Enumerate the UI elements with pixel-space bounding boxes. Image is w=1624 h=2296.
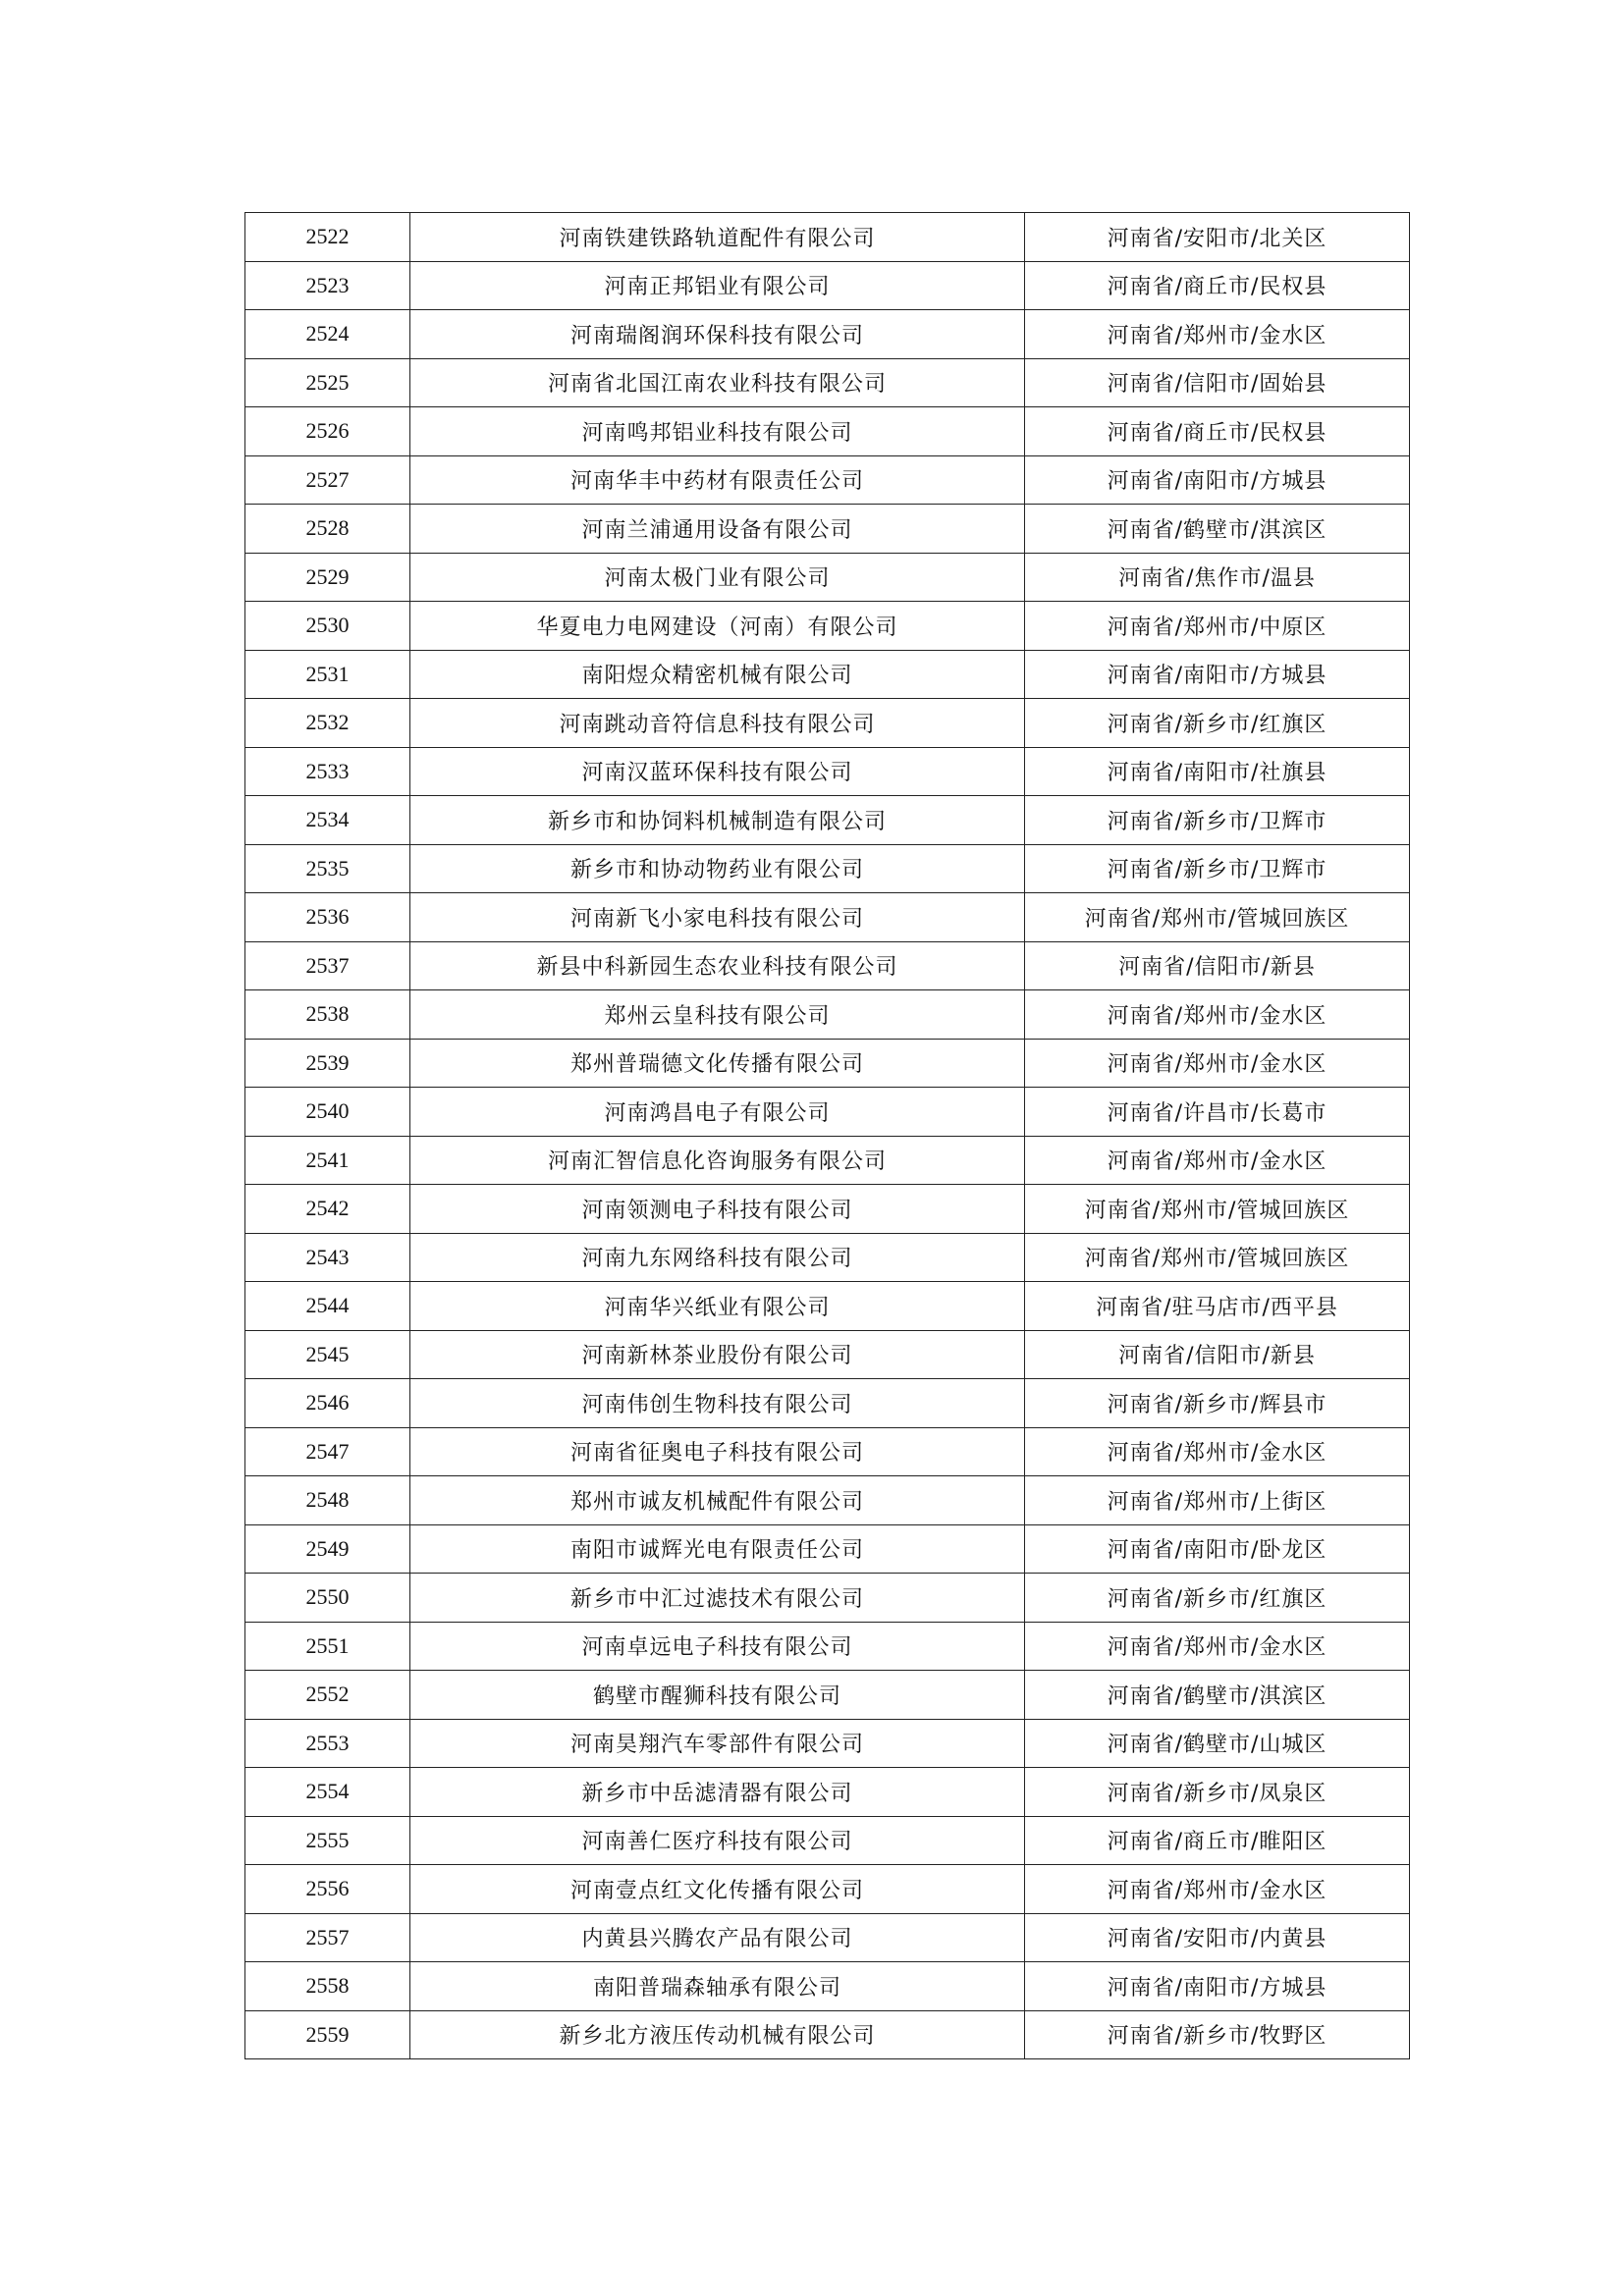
row-number-cell: 2543 [245,1233,410,1282]
company-list-table [244,212,1410,2059]
table-row [245,844,1410,893]
company-name-cell: 河南太极门业有限公司 [410,553,1025,602]
region-cell: 河南省/南阳市/卧龙区 [1025,1524,1410,1574]
table-row [245,990,1410,1040]
company-name-cell: 新乡市中汇过滤技术有限公司 [410,1574,1025,1623]
row-number-cell: 2539 [245,1039,410,1088]
table-row [245,1136,1410,1185]
row-number-cell: 2556 [245,1865,410,1914]
company-name-cell: 河南善仁医疗科技有限公司 [410,1816,1025,1865]
table-row [245,1816,1410,1865]
region-cell: 河南省/郑州市/金水区 [1025,1622,1410,1671]
company-name-cell: 河南壹点红文化传播有限公司 [410,1865,1025,1914]
row-number-cell: 2534 [245,796,410,845]
region-cell: 河南省/南阳市/方城县 [1025,650,1410,699]
table-row [245,1330,1410,1379]
table-row [245,455,1410,505]
company-name-cell: 河南新飞小家电科技有限公司 [410,893,1025,942]
region-cell: 河南省/新乡市/凤泉区 [1025,1768,1410,1817]
company-name-cell: 华夏电力电网建设（河南）有限公司 [410,602,1025,651]
table-row [245,505,1410,554]
region-cell: 河南省/郑州市/金水区 [1025,1865,1410,1914]
region-cell: 河南省/信阳市/新县 [1025,1330,1410,1379]
company-name-cell: 河南鸿昌电子有限公司 [410,1088,1025,1137]
row-number-cell: 2541 [245,1136,410,1185]
region-cell: 河南省/商丘市/民权县 [1025,407,1410,456]
table-row [245,358,1410,407]
row-number-cell: 2533 [245,747,410,796]
region-cell: 河南省/新乡市/红旗区 [1025,699,1410,748]
company-name-cell: 河南省北国江南农业科技有限公司 [410,358,1025,407]
table-row [245,602,1410,651]
row-number-cell: 2559 [245,2010,410,2059]
region-cell: 河南省/驻马店市/西平县 [1025,1282,1410,1331]
table-row [245,1622,1410,1671]
row-number-cell: 2550 [245,1574,410,1623]
row-number-cell: 2532 [245,699,410,748]
company-name-cell: 新乡市和协动物药业有限公司 [410,844,1025,893]
region-cell: 河南省/郑州市/金水区 [1025,310,1410,359]
table-row [245,1768,1410,1817]
row-number-cell: 2529 [245,553,410,602]
company-name-cell: 河南领测电子科技有限公司 [410,1185,1025,1234]
company-name-cell: 河南铁建铁路轨道配件有限公司 [410,213,1025,262]
region-cell: 河南省/郑州市/管城回族区 [1025,893,1410,942]
table-row [245,1719,1410,1768]
company-name-cell: 河南汉蓝环保科技有限公司 [410,747,1025,796]
table-row [245,213,1410,262]
table-row [245,796,1410,845]
company-name-cell: 河南华丰中药材有限责任公司 [410,455,1025,505]
region-cell: 河南省/信阳市/新县 [1025,941,1410,990]
table-row [245,1185,1410,1234]
region-cell: 河南省/新乡市/卫辉市 [1025,796,1410,845]
table-row [245,1913,1410,1962]
table-row [245,553,1410,602]
row-number-cell: 2557 [245,1913,410,1962]
region-cell: 河南省/郑州市/中原区 [1025,602,1410,651]
table-row [245,1088,1410,1137]
region-cell: 河南省/安阳市/内黄县 [1025,1913,1410,1962]
company-name-cell: 新乡市和协饲料机械制造有限公司 [410,796,1025,845]
region-cell: 河南省/新乡市/牧野区 [1025,2010,1410,2059]
region-cell: 河南省/南阳市/社旗县 [1025,747,1410,796]
table-row [245,893,1410,942]
row-number-cell: 2542 [245,1185,410,1234]
table-row [245,699,1410,748]
row-number-cell: 2545 [245,1330,410,1379]
table-row [245,1233,1410,1282]
company-name-cell: 河南跳动音符信息科技有限公司 [410,699,1025,748]
company-name-cell: 河南伟创生物科技有限公司 [410,1379,1025,1428]
region-cell: 河南省/郑州市/金水区 [1025,1039,1410,1088]
region-cell: 河南省/郑州市/金水区 [1025,1136,1410,1185]
row-number-cell: 2531 [245,650,410,699]
company-name-cell: 河南鸣邦铝业科技有限公司 [410,407,1025,456]
region-cell: 河南省/郑州市/上街区 [1025,1476,1410,1525]
company-name-cell: 新乡北方液压传动机械有限公司 [410,2010,1025,2059]
row-number-cell: 2522 [245,213,410,262]
company-name-cell: 南阳普瑞森轴承有限公司 [410,1962,1025,2011]
region-cell: 河南省/鹤壁市/淇滨区 [1025,505,1410,554]
company-name-cell: 鹤壁市醒狮科技有限公司 [410,1671,1025,1720]
company-name-cell: 河南兰浦通用设备有限公司 [410,505,1025,554]
row-number-cell: 2548 [245,1476,410,1525]
table-row [245,747,1410,796]
table-row [245,1574,1410,1623]
company-name-cell: 河南新林茶业股份有限公司 [410,1330,1025,1379]
table-row [245,1039,1410,1088]
row-number-cell: 2555 [245,1816,410,1865]
table-row [245,941,1410,990]
region-cell: 河南省/郑州市/管城回族区 [1025,1185,1410,1234]
company-name-cell: 郑州普瑞德文化传播有限公司 [410,1039,1025,1088]
row-number-cell: 2530 [245,602,410,651]
row-number-cell: 2553 [245,1719,410,1768]
region-cell: 河南省/新乡市/辉县市 [1025,1379,1410,1428]
region-cell: 河南省/焦作市/温县 [1025,553,1410,602]
region-cell: 河南省/鹤壁市/淇滨区 [1025,1671,1410,1720]
row-number-cell: 2547 [245,1427,410,1476]
region-cell: 河南省/信阳市/固始县 [1025,358,1410,407]
company-name-cell: 河南汇智信息化咨询服务有限公司 [410,1136,1025,1185]
table-row [245,1476,1410,1525]
row-number-cell: 2540 [245,1088,410,1137]
row-number-cell: 2536 [245,893,410,942]
table-row [245,2010,1410,2059]
row-number-cell: 2523 [245,261,410,310]
row-number-cell: 2558 [245,1962,410,2011]
table-row [245,1379,1410,1428]
company-name-cell: 郑州市诚友机械配件有限公司 [410,1476,1025,1525]
table-row [245,1962,1410,2011]
region-cell: 河南省/郑州市/管城回族区 [1025,1233,1410,1282]
region-cell: 河南省/郑州市/金水区 [1025,1427,1410,1476]
table-row [245,650,1410,699]
company-name-cell: 河南九东网络科技有限公司 [410,1233,1025,1282]
region-cell: 河南省/商丘市/睢阳区 [1025,1816,1410,1865]
region-cell: 河南省/郑州市/金水区 [1025,990,1410,1040]
region-cell: 河南省/南阳市/方城县 [1025,1962,1410,2011]
company-name-cell: 河南省征奥电子科技有限公司 [410,1427,1025,1476]
region-cell: 河南省/商丘市/民权县 [1025,261,1410,310]
row-number-cell: 2528 [245,505,410,554]
table-row [245,310,1410,359]
row-number-cell: 2544 [245,1282,410,1331]
region-cell: 河南省/鹤壁市/山城区 [1025,1719,1410,1768]
company-name-cell: 河南正邦铝业有限公司 [410,261,1025,310]
company-name-cell: 河南华兴纸业有限公司 [410,1282,1025,1331]
company-name-cell: 河南瑞阁润环保科技有限公司 [410,310,1025,359]
region-cell: 河南省/许昌市/长葛市 [1025,1088,1410,1137]
company-name-cell: 内黄县兴腾农产品有限公司 [410,1913,1025,1962]
row-number-cell: 2538 [245,990,410,1040]
table-body [245,213,1410,2059]
region-cell: 河南省/安阳市/北关区 [1025,213,1410,262]
table-row [245,1865,1410,1914]
table-row [245,1524,1410,1574]
table-row [245,407,1410,456]
company-name-cell: 南阳市诚辉光电有限责任公司 [410,1524,1025,1574]
table-row [245,1671,1410,1720]
table-row [245,1282,1410,1331]
row-number-cell: 2552 [245,1671,410,1720]
region-cell: 河南省/新乡市/卫辉市 [1025,844,1410,893]
row-number-cell: 2549 [245,1524,410,1574]
row-number-cell: 2551 [245,1622,410,1671]
row-number-cell: 2546 [245,1379,410,1428]
table-row [245,261,1410,310]
row-number-cell: 2526 [245,407,410,456]
company-name-cell: 南阳煜众精密机械有限公司 [410,650,1025,699]
company-name-cell: 河南卓远电子科技有限公司 [410,1622,1025,1671]
company-name-cell: 河南昊翔汽车零部件有限公司 [410,1719,1025,1768]
company-name-cell: 新乡市中岳滤清器有限公司 [410,1768,1025,1817]
row-number-cell: 2525 [245,358,410,407]
row-number-cell: 2524 [245,310,410,359]
row-number-cell: 2535 [245,844,410,893]
company-name-cell: 郑州云皇科技有限公司 [410,990,1025,1040]
region-cell: 河南省/南阳市/方城县 [1025,455,1410,505]
region-cell: 河南省/新乡市/红旗区 [1025,1574,1410,1623]
row-number-cell: 2527 [245,455,410,505]
table-row [245,1427,1410,1476]
row-number-cell: 2554 [245,1768,410,1817]
company-name-cell: 新县中科新园生态农业科技有限公司 [410,941,1025,990]
row-number-cell: 2537 [245,941,410,990]
